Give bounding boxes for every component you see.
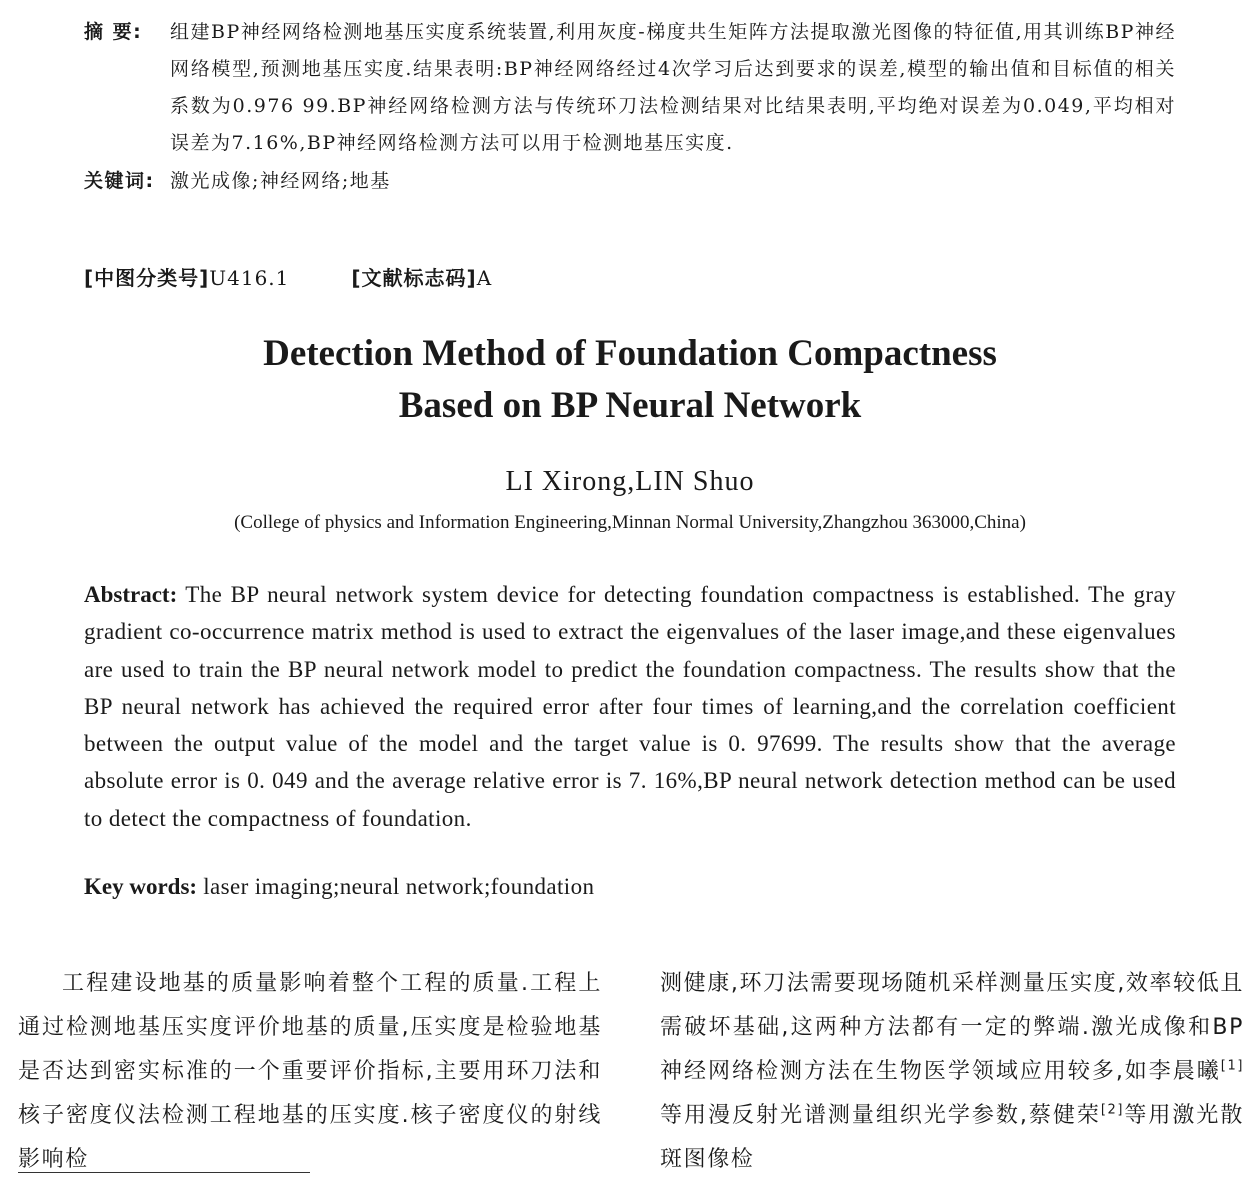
body-right-part-a: 测健康,环刀法需要现场随机采样测量压实度,效率较低且需破坏基础,这两种方法都有一定的弊端.激光成像和BP神经网络检测方法在生物医学领域应用较多,如李晨曦 (660, 971, 1244, 1084)
en-keywords-text: laser imaging;neural network;foundation (203, 874, 595, 899)
cn-keywords-text: 激光成像;神经网络;地基 (170, 170, 391, 192)
cn-abstract-text: 组建BP神经网络检测地基压实度系统装置,利用灰度-梯度共生矩阵方法提取激光图像的特征值,用其训练BP神经网络模型,预测地基压实度.结果表明:BP神经网络经过4次学习后达到要求的误差,模型的输出值和目标值的相关系数为0.976 99.BP神经网络检测方法与传统环刀法检测结果对比结果表明,平均绝对误差为0.049,平均相对误差为7.16%,BP神经网络检测方法可以用于检测地基压实度. (170, 21, 1176, 154)
english-abstract (84, 576, 1176, 837)
body-column-left: 工程建设地基的质量影响着整个工程的质量.工程上通过检测地基压实度评价地基的质量,压实度是检验地基是否达到密实标准的一个重要评价指标,主要用环刀法和核子密度仪法检测工程地基的压实度.核子密度仪的射线影响检 (18, 971, 602, 1172)
affiliation: (College of physics and Information Engineering,Minnan Normal University,Zhangzhou 363000,China) (234, 512, 1026, 533)
citation-2[interactable]: [2] (1100, 1102, 1125, 1118)
cn-keywords-label: 关键词: (84, 170, 155, 192)
title-line-2: Based on BP Neural Network (398, 385, 862, 426)
footnote-divider (18, 1172, 310, 1173)
chinese-abstract (84, 14, 1176, 200)
english-title (0, 328, 1260, 432)
en-abstract-label: Abstract: (84, 582, 178, 607)
body-right-part-b: 等用漫反射光谱测量组织光学参数,蔡健荣 (660, 1103, 1101, 1128)
english-keywords (84, 874, 594, 900)
title-line-1: Detection Method of Foundation Compactness (263, 333, 997, 374)
classification-line (84, 262, 492, 291)
clc-label: [中图分类号] (84, 266, 210, 290)
cn-abstract-label: 摘 要: (84, 21, 143, 43)
doc-code-label: [文献标志码] (351, 266, 477, 290)
en-keywords-label: Key words: (84, 874, 198, 899)
citation-1[interactable]: [1] (1220, 1058, 1244, 1074)
authors: LI Xirong,LIN Shuo (505, 466, 755, 497)
body-right-part-c: 等用激光散斑图像检 (660, 1103, 1244, 1172)
en-abstract-text: The BP neural network system device for detecting foundation compactness is established. The gray gradient co-occurrence matrix method is used to extract the eigenvalues of the laser image,and these eigenvalues are used to train the BP neural network model to predict the foundation compactness. The results show that the BP neural network has achieved the required error after four times of learning,and the correlation coefficient between the output value of the model and the target value is 0. 97699. The results show that the average absolute error is 0. 049 and the average relative error is 7. 16%,BP neural network detection method can be used to detect the compactness of foundation. (84, 582, 1176, 831)
clc-value: U416.1 (209, 266, 290, 290)
body-column-right (660, 962, 1244, 1182)
doc-code-value: A (476, 266, 493, 290)
